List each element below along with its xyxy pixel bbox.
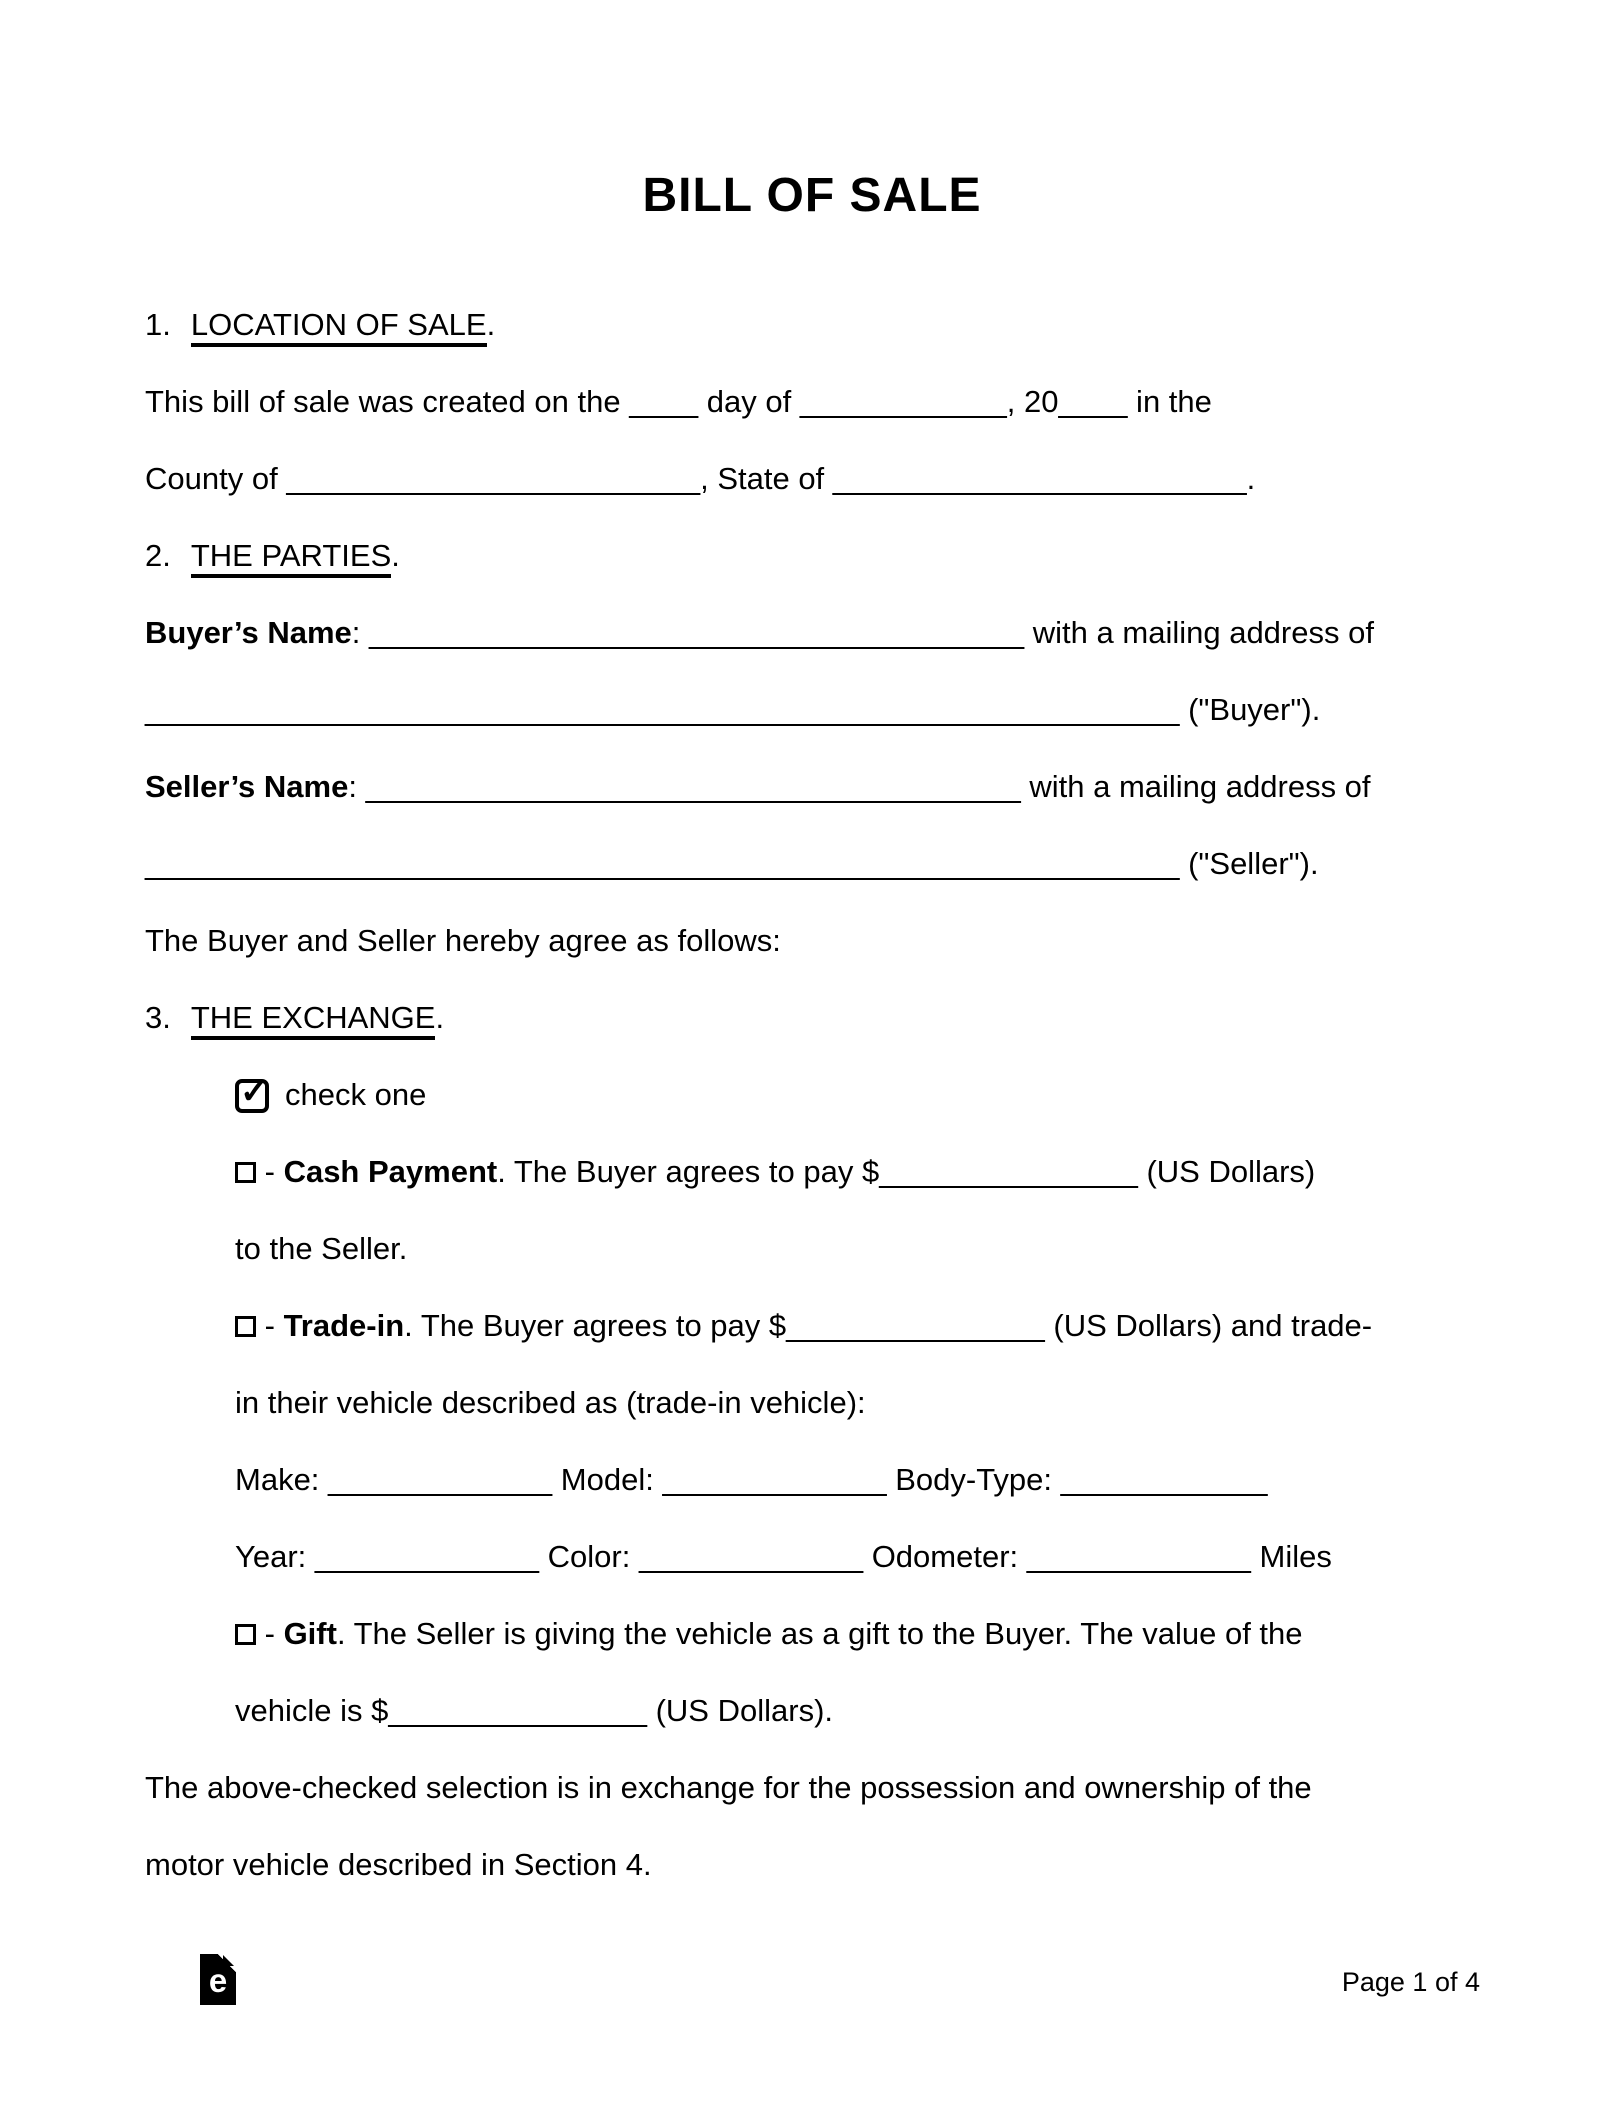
section-2-title: THE PARTIES (191, 538, 391, 578)
buyer-name-colon: : (351, 615, 370, 650)
year-label: Year: (235, 1539, 315, 1574)
buyer-mailing-text: with a mailing address of (1024, 615, 1374, 650)
sale-date-text-3: , 20 (1006, 384, 1059, 419)
section-2-number: 2. (145, 538, 171, 573)
tradein-line-2: in their vehicle described as (trade-in vehicle): (235, 1385, 866, 1420)
odometer-blank[interactable]: _____________ (1026, 1539, 1251, 1574)
tradein-text: . The Buyer agrees to pay $ (404, 1308, 787, 1343)
body-type-label: Body-Type: (886, 1462, 1061, 1497)
gift-text: . The Seller is giving the vehicle as a gift to the Buyer. The value of the (336, 1616, 1303, 1651)
tradein-line (145, 1287, 1479, 1364)
closing-line-2: motor vehicle described in Section 4. (145, 1847, 652, 1882)
section-1-heading (145, 286, 1479, 363)
gift-checkbox[interactable] (235, 1624, 256, 1645)
gift-value-suffix: (US Dollars). (646, 1693, 833, 1728)
model-label: Model: (552, 1462, 663, 1497)
seller-mailing-text: with a mailing address of (1020, 769, 1371, 804)
gift-dash: - (256, 1616, 284, 1651)
eforms-logo (200, 1954, 236, 2005)
seller-address-line (145, 825, 1479, 902)
county-label: County of (145, 461, 287, 496)
tradein-dash: - (256, 1308, 284, 1343)
gift-label: Gift (283, 1616, 337, 1651)
tradein-amount-blank[interactable]: _______________ (786, 1308, 1045, 1343)
closing-line-1: The above-checked selection is in exchange for the possession and ownership of the (145, 1770, 1312, 1805)
make-label: Make: (235, 1462, 329, 1497)
month-blank[interactable]: ____________ (799, 384, 1007, 419)
cash-payment-text: . The Buyer agrees to pay $ (497, 1154, 880, 1189)
buyer-address-blank[interactable]: ____________________________________________________________ (145, 692, 1180, 727)
model-blank[interactable]: _____________ (662, 1462, 887, 1497)
color-blank[interactable]: _____________ (638, 1539, 864, 1574)
buyer-designation: ("Buyer"). (1179, 692, 1321, 727)
buyer-name-label: Buyer’s Name (145, 615, 352, 650)
check-one-line (145, 1056, 1479, 1133)
year-field-blank[interactable]: _____________ (314, 1539, 540, 1574)
make-blank[interactable]: _____________ (328, 1462, 553, 1497)
cash-payment-suffix: (US Dollars) (1137, 1154, 1316, 1189)
sale-date-text-1: This bill of sale was created on the (145, 384, 630, 419)
section-1-title: LOCATION OF SALE (191, 307, 487, 347)
seller-designation: ("Seller"). (1179, 846, 1319, 881)
day-blank[interactable]: ____ (629, 384, 699, 419)
gift-amount-blank[interactable]: _______________ (388, 1693, 647, 1728)
seller-name-blank[interactable]: ______________________________________ (365, 769, 1021, 804)
county-state-line (145, 440, 1479, 517)
section-1-period: . (486, 307, 496, 342)
document-title: BILL OF SALE (642, 169, 982, 222)
section-3-number: 3. (145, 1000, 171, 1035)
section-1-number: 1. (145, 307, 171, 342)
tradein-label: Trade-in (283, 1308, 405, 1343)
cash-payment-line-2: to the Seller. (235, 1231, 408, 1266)
buyer-name-line (145, 594, 1479, 671)
document-body (145, 286, 1479, 1903)
tradein-suffix: (US Dollars) and trade- (1044, 1308, 1373, 1343)
color-label: Color: (539, 1539, 639, 1574)
gift-value-text: vehicle is $ (235, 1693, 389, 1728)
cash-payment-label: Cash Payment (283, 1154, 498, 1189)
section-3-title: THE EXCHANGE (191, 1000, 436, 1040)
section-2-heading (145, 517, 1479, 594)
cash-payment-checkbox[interactable] (235, 1162, 256, 1183)
folded-corner-icon (223, 1955, 234, 1966)
state-blank[interactable]: ________________________ (832, 461, 1247, 496)
vehicle-fields-line-1 (145, 1441, 1479, 1518)
gift-line-2 (145, 1672, 1479, 1749)
cash-payment-line (145, 1133, 1479, 1210)
seller-name-label: Seller’s Name (145, 769, 349, 804)
county-blank[interactable]: ________________________ (286, 461, 701, 496)
odometer-label: Odometer: (863, 1539, 1027, 1574)
miles-label: Miles (1250, 1539, 1332, 1574)
buyer-name-blank[interactable]: ______________________________________ (369, 615, 1025, 650)
eforms-logo-letter: e (208, 1962, 228, 1999)
check-one-checkbox[interactable] (235, 1073, 269, 1113)
county-state-period: . (1246, 461, 1256, 496)
cash-amount-blank[interactable]: _______________ (879, 1154, 1138, 1189)
year-blank[interactable]: ____ (1058, 384, 1128, 419)
seller-address-blank[interactable]: ____________________________________________________________ (145, 846, 1180, 881)
check-icon: ✓ (240, 1073, 269, 1111)
gift-line (145, 1595, 1479, 1672)
section-3-heading (145, 979, 1479, 1056)
state-label: , State of (700, 461, 833, 496)
body-type-blank[interactable]: ____________ (1060, 1462, 1268, 1497)
tradein-checkbox[interactable] (235, 1316, 256, 1337)
section-3-period: . (435, 1000, 445, 1035)
agreement-line: The Buyer and Seller hereby agree as follows: (145, 923, 781, 958)
sale-date-line (145, 363, 1479, 440)
sale-date-text-2: day of (698, 384, 800, 419)
cash-dash: - (256, 1154, 284, 1189)
seller-name-colon: : (348, 769, 366, 804)
sale-date-text-4: in the (1127, 384, 1212, 419)
section-2-period: . (391, 538, 400, 573)
seller-name-line (145, 748, 1479, 825)
page-number-label: Page 1 of 4 (1341, 1967, 1480, 1997)
buyer-address-line (145, 671, 1479, 748)
vehicle-fields-line-2 (145, 1518, 1479, 1595)
check-one-label: check one (285, 1077, 427, 1112)
